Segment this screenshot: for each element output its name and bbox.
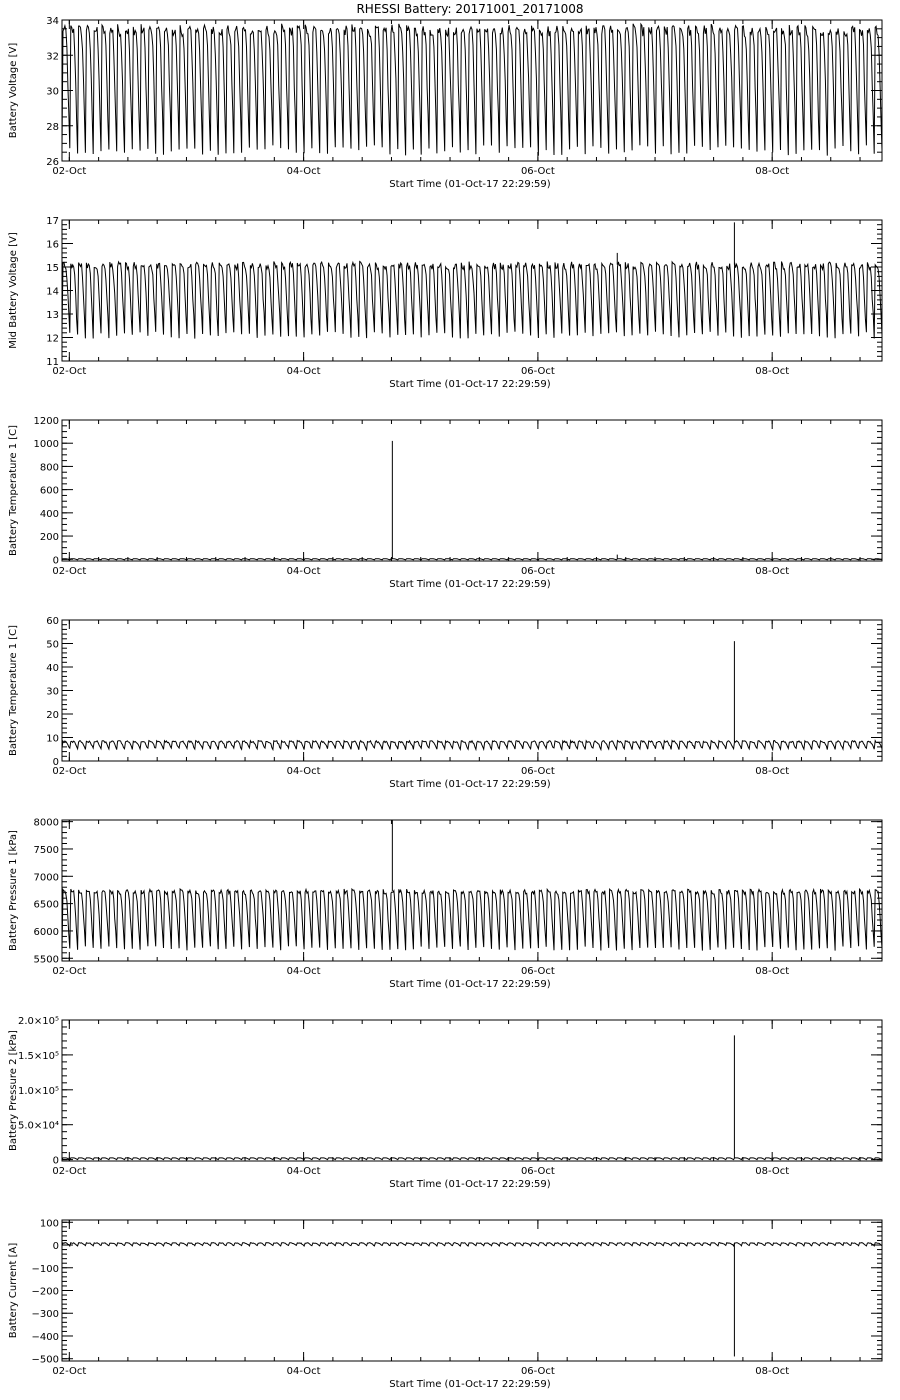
figure-title: RHESSI Battery: 20171001_20171008 <box>356 2 584 16</box>
y-tick-label: 16 <box>46 239 59 251</box>
panels-group <box>8 16 882 1390</box>
y-tick-label: 400 <box>39 508 59 520</box>
y-tick-label: 1000 <box>33 439 59 451</box>
series-line <box>62 1243 882 1246</box>
y-tick-label: 5500 <box>33 954 59 966</box>
series-line <box>62 262 882 339</box>
x-tick-label: 06-Oct <box>520 766 555 777</box>
plot-frame <box>62 420 882 561</box>
y-axis-label: Battery Temperature 1 [C] <box>8 624 19 757</box>
chart-panel-5 <box>8 818 882 990</box>
x-tick-label: 08-Oct <box>755 566 790 577</box>
y-tick-label: −300 <box>31 1309 59 1321</box>
y-tick-label: 0 <box>52 1155 59 1167</box>
x-tick-label: 04-Oct <box>286 766 321 777</box>
y-tick-label: 7000 <box>33 872 59 884</box>
y-tick-label: 34 <box>46 16 59 27</box>
x-tick-label: 02-Oct <box>52 1166 87 1177</box>
x-tick-label: 02-Oct <box>52 1366 87 1377</box>
y-tick-label: 12 <box>46 333 59 345</box>
x-tick-label: 08-Oct <box>755 166 790 177</box>
y-axis-label: Mid Battery Voltage [V] <box>8 232 19 349</box>
y-axis-label: Battery Voltage [V] <box>8 42 19 139</box>
y-tick-label: 5.0×10⁴ <box>17 1120 59 1132</box>
series-line <box>62 889 882 951</box>
y-tick-label: 100 <box>39 1218 59 1230</box>
y-tick-label: 800 <box>39 462 59 474</box>
x-axis-label: Start Time (01-Oct-17 22:29:59) <box>389 1179 551 1190</box>
y-tick-label: 20 <box>46 710 59 721</box>
chart-panel-6 <box>8 1016 882 1190</box>
y-tick-label: 32 <box>46 51 59 63</box>
y-tick-label: −100 <box>31 1263 59 1275</box>
x-tick-label: 02-Oct <box>52 366 87 377</box>
x-tick-label: 04-Oct <box>286 366 321 377</box>
y-tick-label: 30 <box>46 86 59 98</box>
y-tick-label: 50 <box>46 639 59 651</box>
x-tick-label: 02-Oct <box>52 566 87 577</box>
x-tick-label: 06-Oct <box>520 166 555 177</box>
x-tick-label: 08-Oct <box>755 366 790 377</box>
chart-panel-1 <box>8 16 882 190</box>
x-axis-label: Start Time (01-Oct-17 22:29:59) <box>389 779 551 790</box>
chart-panel-4 <box>8 616 882 790</box>
y-tick-label: 26 <box>46 157 59 168</box>
y-tick-label: 60 <box>46 616 59 627</box>
x-tick-label: 06-Oct <box>520 366 555 377</box>
y-axis-label: Battery Pressure 1 [kPa] <box>8 830 19 951</box>
y-axis-label: Battery Pressure 2 [kPa] <box>8 1030 19 1151</box>
x-axis-label: Start Time (01-Oct-17 22:29:59) <box>389 579 551 590</box>
x-axis-label: Start Time (01-Oct-17 22:29:59) <box>389 979 551 990</box>
y-tick-label: −400 <box>31 1331 59 1343</box>
chart-panel-3 <box>8 416 882 590</box>
x-tick-label: 06-Oct <box>520 966 555 977</box>
series-line <box>62 741 882 750</box>
y-axis-label: Battery Current [A] <box>8 1242 19 1339</box>
plot-frame <box>62 1220 882 1361</box>
x-tick-label: 06-Oct <box>520 1166 555 1177</box>
x-tick-label: 06-Oct <box>520 1366 555 1377</box>
y-tick-label: 8000 <box>33 817 59 829</box>
y-tick-label: 11 <box>46 357 59 368</box>
y-tick-label: 10 <box>46 733 59 745</box>
x-tick-label: 08-Oct <box>755 1166 790 1177</box>
y-tick-label: 1.5×10⁵ <box>17 1050 59 1062</box>
x-tick-label: 02-Oct <box>52 766 87 777</box>
x-axis-label: Start Time (01-Oct-17 22:29:59) <box>389 379 551 390</box>
y-tick-label: 13 <box>46 310 59 321</box>
series-line <box>62 559 882 560</box>
y-tick-label: 28 <box>46 121 59 133</box>
y-tick-label: 0 <box>52 555 59 567</box>
y-axis-label: Battery Temperature 1 [C] <box>8 424 19 557</box>
y-tick-label: 14 <box>46 286 59 298</box>
x-tick-label: 04-Oct <box>286 166 321 177</box>
y-tick-label: 1200 <box>33 416 59 427</box>
chart-panel-7 <box>8 1218 882 1390</box>
y-tick-label: 17 <box>46 216 59 227</box>
x-tick-label: 02-Oct <box>52 966 87 977</box>
x-tick-label: 08-Oct <box>755 966 790 977</box>
series-line <box>62 1158 882 1160</box>
x-tick-label: 08-Oct <box>755 1366 790 1377</box>
plot-frame <box>62 1020 882 1161</box>
x-axis-label: Start Time (01-Oct-17 22:29:59) <box>389 179 551 190</box>
x-tick-label: 04-Oct <box>286 1366 321 1377</box>
y-tick-label: 15 <box>46 263 59 274</box>
y-tick-label: 0 <box>52 757 59 768</box>
x-tick-label: 04-Oct <box>286 566 321 577</box>
y-tick-label: −500 <box>31 1354 59 1366</box>
y-tick-label: 7500 <box>33 844 59 856</box>
x-tick-label: 04-Oct <box>286 966 321 977</box>
series-line <box>62 24 882 156</box>
y-tick-label: −200 <box>31 1286 59 1298</box>
y-tick-label: 2.0×10⁵ <box>17 1016 59 1027</box>
y-tick-label: 30 <box>46 686 59 698</box>
x-axis-label: Start Time (01-Oct-17 22:29:59) <box>389 1379 551 1390</box>
y-tick-label: 6500 <box>33 899 59 911</box>
x-tick-label: 08-Oct <box>755 766 790 777</box>
y-tick-label: 600 <box>39 485 59 497</box>
y-tick-label: 0 <box>52 1241 59 1253</box>
y-tick-label: 200 <box>39 532 59 544</box>
x-tick-label: 02-Oct <box>52 166 87 177</box>
y-tick-label: 6000 <box>33 926 59 938</box>
x-tick-label: 04-Oct <box>286 1166 321 1177</box>
y-tick-label: 40 <box>46 663 59 674</box>
chart-panel-2 <box>8 216 882 390</box>
x-tick-label: 06-Oct <box>520 566 555 577</box>
y-tick-label: 1.0×10⁵ <box>17 1085 59 1097</box>
